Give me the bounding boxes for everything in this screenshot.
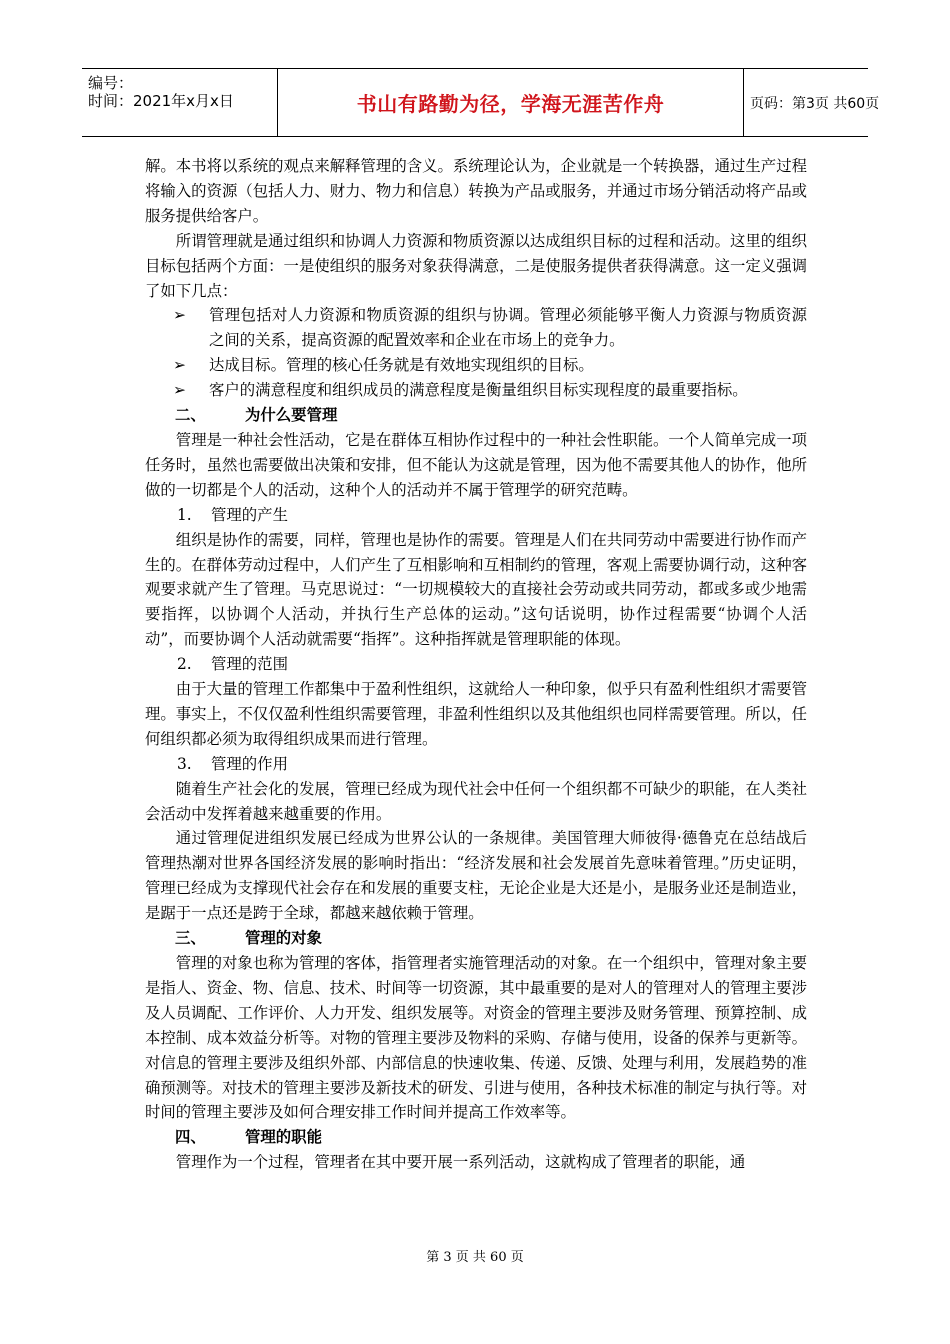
section-title: 管理的对象 — [245, 929, 322, 948]
paragraph: 随着生产社会化的发展，管理已经成为现代社会中任何一个组织都不可缺少的职能，在人类社会活动中发挥着越来越重要的作用。 — [145, 779, 807, 823]
paragraph: 由于大量的管理工作都集中于盈利性组织，这就给人一种印象，似乎只有盈利性组织才需要管理。事实上，不仅仅盈利性组织需要管理，非盈利性组织以及其他组织也同样需要管理。所以，任何组织都必须为取得组织成果而进行管理。 — [145, 680, 807, 748]
page-header — [82, 68, 880, 137]
section-number: 二、 — [175, 406, 206, 425]
header-meta-cell — [82, 69, 278, 136]
arrow-bullet-icon: ➢ — [173, 381, 186, 400]
paragraph: 管理作为一个过程，管理者在其中要开展一系列活动，这就构成了管理者的职能，通 — [175, 1153, 746, 1172]
paragraph: 管理是一种社会性活动，它是在群体互相协作过程中的一种社会性职能。一个人简单完成一项任务时，虽然也需要做出决策和安排，但不能认为这就是管理，因为他不需要其他人的协作，他所做的一切都是个人的活动，这种个人的活动并不属于管理学的研究范畴。 — [145, 430, 807, 499]
page-footer: 第 3 页 共 60 页 — [426, 1250, 524, 1265]
subsection-title: 管理的产生 — [211, 505, 288, 524]
subsection-number: 3. — [177, 754, 192, 773]
arrow-bullet-icon: ➢ — [173, 306, 186, 325]
subsection-heading — [145, 652, 807, 677]
bullet-item — [145, 303, 807, 353]
subsection-heading — [145, 503, 807, 528]
section-heading — [145, 926, 807, 951]
serial-label: 编号： — [88, 74, 134, 92]
section-heading — [145, 1125, 807, 1150]
page-info: 页码：第3页 共60页 — [750, 95, 880, 112]
bullet-text: 管理包括对人力资源和物质资源的组织与协调。管理必须能够平衡人力资源与物质资源之间的关系，提高资源的配置效率和企业在市场上的竞争力。 — [209, 306, 807, 350]
section-heading — [145, 403, 807, 428]
arrow-bullet-icon: ➢ — [173, 356, 186, 375]
bullet-text: 客户的满意程度和组织成员的满意程度是衡量组织目标实现程度的最重要指标。 — [209, 381, 748, 400]
header-page-cell — [744, 69, 880, 136]
subsection-number: 1. — [177, 505, 192, 524]
subsection-heading — [145, 752, 807, 777]
paragraph: 组织是协作的需要，同样，管理也是协作的需要。管理是人们在共同劳动中需要进行协作而产生的。在群体劳动过程中，人们产生了互相影响和互相制约的管理，客观上需要协调行动，这种客观要求就产生了管理。马克思说过：“一切规模较大的直接社会劳动或共同劳动，都或多或少地需要指挥，以协调个人活动，并执行生产总体的运动。”这句话说明，协作过程需要“协调个人活动”，而要协调个人活动就需要“指挥”。这种指挥就是管理职能的体现。 — [145, 530, 807, 649]
section-title: 为什么要管理 — [245, 406, 338, 425]
paragraph: 通过管理促进组织发展已经成为世界公认的一条规律。美国管理大师彼得·德鲁克在总结战后管理热潮对世界各国经济发展的影响时指出：“经济发展和社会发展首先意味着管理。”历史证明，管理已经成为支撑现代社会存在和发展的重要支柱，无论企业是大还是小，是服务业还是制造业，是踞于一点还是跨于全球，都越来越依赖于管理。 — [145, 829, 807, 923]
bullet-text: 达成目标。管理的核心任务就是有效地实现组织的目标。 — [209, 356, 594, 375]
section-number: 四、 — [175, 1128, 206, 1147]
bullet-item — [145, 353, 807, 378]
section-number: 三、 — [175, 929, 206, 948]
subsection-title: 管理的范围 — [211, 655, 288, 674]
paragraph-definition: 所谓管理就是通过组织和协调人力资源和物质资源以达成组织目标的过程和活动。这里的组织目标包括两个方面：一是使组织的服务对象获得满意，二是使服务提供者获得满意。这一定义强调了如下几点： — [145, 231, 807, 300]
document-body — [145, 154, 807, 1175]
bullet-item — [145, 378, 807, 403]
section-title: 管理的职能 — [245, 1128, 322, 1147]
paragraph: 管理的对象也称为管理的客体，指管理者实施管理活动的对象。在一个组织中，管理对象主要是指人、资金、物、信息、技术、时间等一切资源，其中最重要的是对人的管理对人的管理主要涉及人员调配、工作评价、人力开发、组织发展等。对资金的管理主要涉及财务管理、预算控制、成本控制、成本效益分析等。对物的管理主要涉及物料的采购、存储与使用，设备的保养与更新等。对信息的管理主要涉及组织外部、内部信息的快速收集、传递、反馈、处理与利用，发展趋势的准确预测等。对技术的管理主要涉及新技术的研发、引进与使用，各种技术标准的制定与执行等。对时间的管理主要涉及如何合理安排工作时间并提高工作效率等。 — [145, 954, 807, 1122]
subsection-number: 2. — [177, 655, 192, 674]
header-motto-cell — [278, 69, 744, 136]
time-label: 时间：2021年x月x日 — [88, 92, 234, 110]
paragraph-intro: 解。本书将以系统的观点来解释管理的含义。系统理论认为，企业就是一个转换器，通过生产过程将输入的资源（包括人力、财力、物力和信息）转换为产品或服务，并通过市场分销活动将产品或服务提供给客户。 — [145, 157, 807, 225]
motto: 书山有路勤为径，学海无涯苦作舟 — [356, 92, 665, 116]
subsection-title: 管理的作用 — [211, 754, 288, 773]
